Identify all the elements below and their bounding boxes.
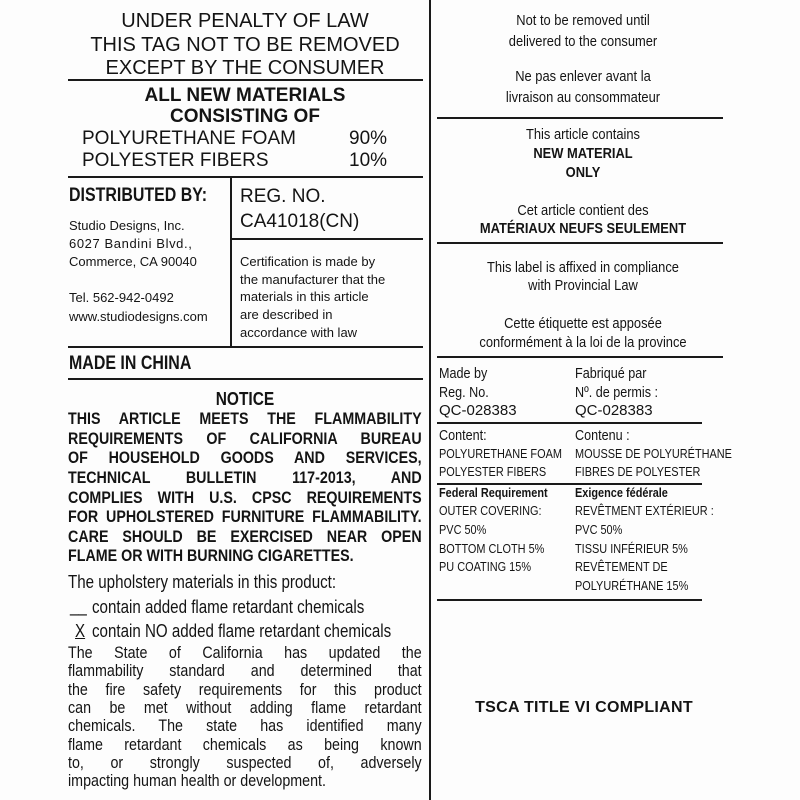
header-line: EXCEPT BY THE CONSUMER bbox=[105, 57, 385, 79]
content-label-fr: Contenu : bbox=[575, 427, 630, 444]
checkbox-mark: __ bbox=[70, 596, 87, 616]
upholstery-intro: The upholstery materials in this product: bbox=[68, 572, 337, 592]
made-by-reg-number: QC-028383 bbox=[439, 402, 517, 419]
new-material-line: ONLY bbox=[565, 164, 601, 181]
country-of-origin: MADE IN CHINA bbox=[69, 353, 192, 374]
federal-line: PVC 50% bbox=[439, 522, 487, 537]
made-by-reg-number-fr: QC-028383 bbox=[575, 402, 653, 419]
divider bbox=[437, 599, 702, 601]
statement-line: impacting human health or development. bbox=[68, 771, 326, 790]
distributor-line: Commerce, CA 90040 bbox=[69, 254, 197, 269]
distributor-line: Studio Designs, Inc. bbox=[69, 218, 185, 233]
federal-label: Federal Requirement bbox=[439, 485, 548, 500]
statement-line: The State of California has updated the bbox=[68, 643, 422, 662]
new-material-line: NEW MATERIAL bbox=[533, 145, 633, 162]
federal-line-fr: REVÊTMENT EXTÉRIEUR : bbox=[575, 503, 714, 518]
divider bbox=[437, 117, 723, 119]
certification-line: accordance with law bbox=[240, 325, 358, 340]
header-line: THIS TAG NOT TO BE REMOVED bbox=[90, 34, 400, 56]
removal-line-fr: Ne pas enlever avant la bbox=[515, 68, 651, 85]
header-line: UNDER PENALTY OF LAW bbox=[121, 10, 369, 32]
divider bbox=[68, 378, 423, 380]
content-line: POLYESTER FIBERS bbox=[439, 464, 547, 479]
removal-line-fr: livraison au consommateur bbox=[505, 89, 661, 106]
made-by-line: Reg. No. bbox=[439, 384, 489, 401]
notice-title: NOTICE bbox=[215, 389, 275, 409]
made-by-line: Made by bbox=[439, 365, 488, 382]
materials-title: CONSISTING OF bbox=[170, 106, 320, 127]
divider bbox=[68, 176, 423, 178]
center-divider bbox=[429, 0, 431, 800]
statement-line: to, or strongly suspected of, adversely bbox=[68, 753, 422, 772]
divider bbox=[231, 238, 423, 240]
tsca-compliance: TSCA TITLE VI COMPLIANT bbox=[475, 699, 693, 716]
statement-line: flammability standard and determined that bbox=[68, 661, 422, 680]
federal-line-fr: REVÊTEMENT DE bbox=[575, 559, 668, 574]
certification-line: Certification is made by bbox=[240, 254, 376, 269]
certification-line: materials in this article bbox=[240, 289, 369, 304]
content-label: Content: bbox=[439, 427, 487, 444]
distributor-line: 6027 Bandini Blvd., bbox=[69, 236, 193, 251]
notice-line: FOR UPHOLSTERED FURNITURE FLAMMABILITY. bbox=[68, 507, 422, 526]
certification-line: are described in bbox=[240, 307, 333, 322]
certification-line: the manufacturer that the bbox=[240, 272, 386, 287]
divider bbox=[437, 242, 723, 244]
notice-line: TECHNICAL BULLETIN 117-2013, AND bbox=[68, 468, 422, 487]
divider bbox=[68, 79, 423, 81]
divider bbox=[230, 177, 232, 347]
content-line-fr: FIBRES DE POLYESTER bbox=[575, 464, 701, 479]
new-material-line-fr: MATÉRIAUX NEUFS SEULEMENT bbox=[479, 220, 687, 237]
divider bbox=[68, 346, 423, 348]
distributor-website: www.studiodesigns.com bbox=[69, 309, 208, 324]
compliance-line-fr: Cette étiquette est apposée bbox=[504, 315, 662, 332]
notice-line: FLAME OR WITH BURNING CIGARETTES. bbox=[68, 546, 354, 565]
made-by-line-fr: Nº. de permis : bbox=[575, 384, 659, 401]
made-by-line-fr: Fabriqué par bbox=[575, 365, 647, 382]
federal-label-fr: Exigence fédérale bbox=[575, 485, 668, 500]
compliance-line: This label is affixed in compliance bbox=[487, 259, 679, 276]
content-line: POLYURETHANE FOAM bbox=[439, 446, 562, 461]
statement-line: chemicals. The state has identified many bbox=[68, 716, 422, 735]
divider bbox=[437, 356, 723, 358]
distributor-label: DISTRIBUTED BY: bbox=[69, 185, 208, 206]
new-material-line-fr: Cet article contient des bbox=[517, 202, 649, 219]
material-percent: 90% bbox=[349, 128, 388, 149]
reg-no-value: CA41018(CN) bbox=[240, 211, 360, 232]
checkbox-option-none: contain NO added flame retardant chemicals bbox=[92, 621, 392, 641]
federal-line: PU COATING 15% bbox=[439, 559, 532, 574]
notice-line: OF HOUSEHOLD GOODS AND SERVICES, bbox=[68, 448, 422, 467]
removal-line: Not to be removed until bbox=[516, 12, 650, 29]
federal-line-fr: TISSU INFÉRIEUR 5% bbox=[575, 541, 688, 556]
checkbox-option-added: contain added flame retardant chemicals bbox=[92, 597, 365, 617]
statement-line: flame retardant chemicals as being known bbox=[68, 735, 422, 754]
notice-line: THIS ARTICLE MEETS THE FLAMMABILITY bbox=[68, 409, 422, 428]
statement-line: can be met without adding flame retardant bbox=[68, 698, 422, 717]
federal-line-fr: POLYURÉTHANE 15% bbox=[575, 578, 689, 593]
federal-line-fr: PVC 50% bbox=[575, 522, 623, 537]
compliance-line-fr: conformément à la loi de la province bbox=[479, 334, 687, 351]
divider bbox=[437, 422, 702, 424]
checkbox-mark: X bbox=[75, 621, 86, 641]
material-percent: 10% bbox=[349, 150, 388, 171]
reg-no-label: REG. NO. bbox=[240, 186, 326, 207]
notice-line: CARE SHOULD BE EXERCISED NEAR OPEN bbox=[68, 527, 422, 546]
statement-line: the fire safety requirements for this product bbox=[68, 680, 422, 699]
compliance-line: with Provincial Law bbox=[528, 277, 638, 294]
material-name: POLYESTER FIBERS bbox=[82, 150, 269, 171]
new-material-line: This article contains bbox=[525, 126, 641, 143]
notice-line: REQUIREMENTS OF CALIFORNIA BUREAU bbox=[68, 429, 422, 448]
distributor-phone: Tel. 562-942-0492 bbox=[69, 290, 174, 305]
materials-title: ALL NEW MATERIALS bbox=[144, 85, 346, 106]
content-line-fr: MOUSSE DE POLYURÉTHANE bbox=[575, 446, 732, 461]
federal-line: OUTER COVERING: bbox=[439, 503, 542, 518]
federal-line: BOTTOM CLOTH 5% bbox=[439, 541, 545, 556]
material-name: POLYURETHANE FOAM bbox=[82, 128, 296, 149]
notice-line: COMPLIES WITH U.S. CPSC REQUIREMENTS bbox=[68, 488, 422, 507]
removal-line: delivered to the consumer bbox=[508, 33, 658, 50]
